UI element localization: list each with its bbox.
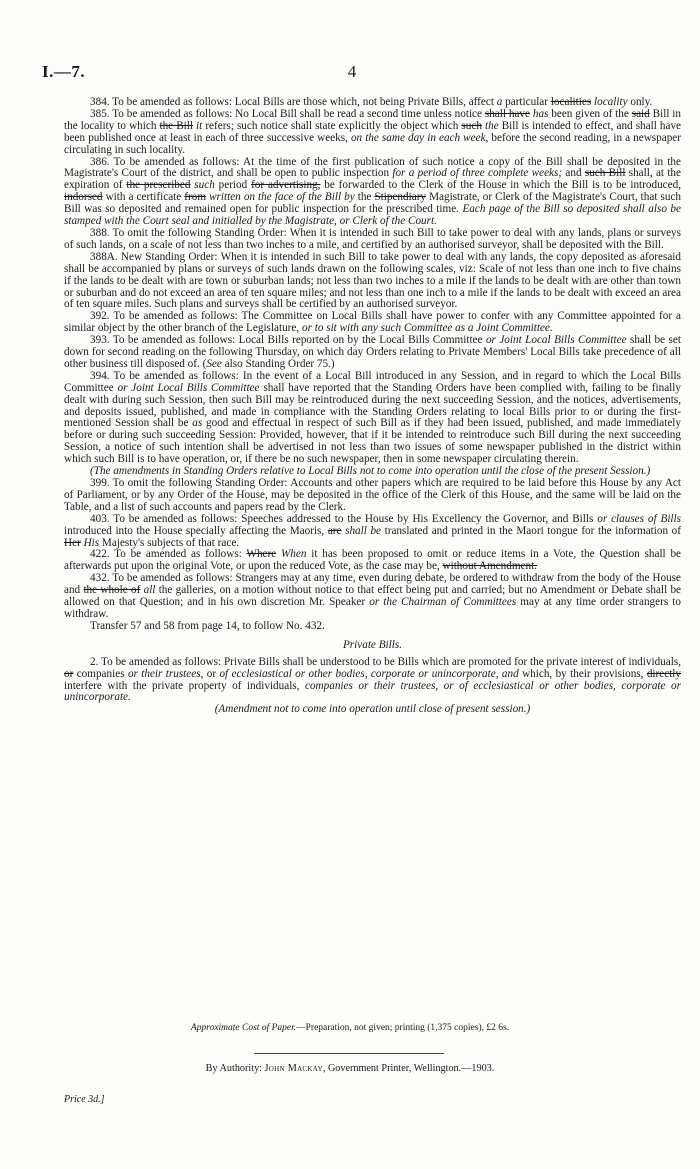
standing-order-paragraph — [64, 573, 681, 621]
text-run: (The amendments in Standing Orders relative to Local Bills not to come into operation until the close of the present Session.) — [90, 465, 651, 478]
standing-order-paragraph — [64, 478, 681, 514]
text-run: 394. To be amended as follows: In the event of a Local Bill introduced in any Session, and in regard to which the Local Bills Committee — [64, 369, 681, 394]
inserted-text: has — [532, 107, 549, 120]
text-run: 388A. New Standing Order: When it is intended in such Bill to take power to deal with any lands, the copy deposited as aforesaid shall be accompanied by plans or surveys of such lands drawn on the following scales, viz: Scale of not less than one inch to five chains if the lands to be dealt with are town or suburban lands; not less than two inches to a mile if the lands to be dealt with are other than town or suburban and do not exceed an area of ten square miles; and not less than one inch to a mile if the lands to be dealt with exceed an area of ten square miles. Such plans and surveys shall be certified by an authorised surveyor. — [64, 250, 681, 311]
inserted-text: written on the face of the Bill by — [209, 191, 355, 204]
standing-order-paragraph — [64, 657, 681, 705]
printing-cost-note — [0, 1023, 700, 1033]
text-run: 393. To be amended as follows: Local Bills reported on by the Local Bills Committee — [90, 334, 486, 347]
inserted-text: as — [192, 417, 203, 430]
text-run: Private Bills. — [342, 638, 403, 651]
inserted-text: the — [485, 119, 499, 132]
text-run: good and effectual in respect of such Bill as if they had been issued, published, and made immediately before or during such succeeding Session: Provided, however, that if it be intended to reintroduce such Bill during the next succeeding Session, a notice of such intention shall be advertised in not less than two issues of some newspaper published in the district within which such Bill is to have operation, or, if there be no such newspaper, then in some newspaper circulating therein. — [64, 417, 681, 466]
standing-order-paragraph — [64, 514, 681, 550]
struck-text: Her — [64, 536, 81, 549]
text-run: 432. To be amended as follows: Strangers may at any time, even during debate, be ordered to withdraw from the body of the House and — [64, 572, 681, 597]
inserted-text: of ecclesiastical or other bodies, corporate or unincorporate, — [219, 667, 499, 680]
page-header — [42, 62, 662, 82]
text-run: 388. To omit the following Standing Order: When it is intended in such Bill to take power to deal with any lands, plans or surveys of such lands, on a scale of not less than two inches to a mile, and certified by an authorised surveyor, shall be deposited with the Bill. — [64, 226, 681, 251]
section-heading — [64, 640, 681, 652]
inserted-text: shall be — [345, 524, 382, 537]
text-run: the galleries, on a motion without notice to that effect being put and carried; but no Amendment or Debate shall be allowed on that Question; and in his own discretion Mr. Speaker — [64, 584, 682, 609]
inserted-text: such — [194, 179, 215, 192]
standing-order-paragraph — [64, 157, 681, 228]
struck-text: directly — [646, 667, 681, 680]
text-run: Bill in the locality to which — [64, 107, 681, 132]
text-run: companies — [73, 667, 128, 680]
text-run: and — [562, 167, 585, 180]
price-label: Price 3d.] — [64, 1094, 105, 1105]
text-run: only. — [627, 96, 653, 108]
text-run: be forwarded to the Clerk of the House in which the Bill is to be introduced, — [320, 179, 681, 192]
text-run: 422. To be amended as follows: — [90, 548, 247, 561]
inserted-text: or to sit with any such Committee as a Joint Committee. — [301, 322, 553, 335]
amendment-note — [64, 704, 681, 716]
struck-text: for advertising, — [251, 179, 321, 192]
inserted-text: on the same day in each week, — [350, 131, 489, 144]
standing-order-paragraph — [64, 621, 681, 633]
struck-text: are — [327, 524, 342, 537]
page-number: 4 — [347, 62, 357, 81]
inserted-text: or Joint Local Bills Committee — [485, 334, 627, 347]
text-run: Magistrate, or Clerk of the Magistrate's Court, that such Bill was so deposited and remained open for public inspection for the prescribed time. — [64, 191, 682, 216]
struck-text: Where — [246, 548, 277, 561]
text-run: which, by their provisions, — [518, 667, 647, 680]
text-run: 399. To omit the following Standing Order: Accounts and other papers which are required to be laid before this House by any Act of Parliament, or by any Order of the House, may be deposited in the office of the Clerk of this House, and the same will be laid on the Table, and a list of such accounts and papers read by the Clerk. — [64, 477, 681, 513]
text-run: the — [354, 191, 375, 204]
inserted-text: companies or their trustees, or of ecclesiastical or other bodies, corporate or unincorporate. — [64, 679, 681, 704]
text-run: shall have reported that the Standing Orders have been complied with, failing to be finally dealt with during such Session, then such Bill may be reintroduced during the next succeeding Session, and the notices, advertisements, and deposits issued, published, and made in compliance with the Standing Orders relating to local Bills prior to or during the first-mentioned Session shall be — [64, 381, 681, 430]
text-run: shall, at the expiration of — [64, 167, 681, 192]
struck-text: the prescribed — [126, 179, 191, 192]
inserted-text: or clauses of Bills — [597, 512, 681, 525]
text-run: Bill is intended to effect, and shall have been published once at least in each of three successive weeks, — [64, 119, 682, 144]
inserted-text: Each page of the Bill so deposited shall also be stamped with the Court seal and initialled by the Magistrate, or Clerk of the Court. — [64, 203, 681, 228]
printer-name: John Mackay — [264, 1063, 323, 1074]
standing-order-paragraph — [64, 311, 681, 335]
standing-order-paragraph — [64, 371, 681, 466]
inserted-text: all — [143, 584, 156, 597]
text-run: 385. To be amended as follows: No Local Bill shall be read a second time unless notice — [90, 107, 485, 120]
cost-label: Approximate Cost of Paper. — [190, 1023, 297, 1033]
text-run: 384. To be amended as follows: Local Bills are those which, not being Private Bills, affect — [90, 96, 497, 108]
struck-text: the whole of — [83, 584, 141, 597]
text-run: 403. To be amended as follows: Speeches addressed to the House by His Excellency the Governor, and Bills — [90, 512, 598, 525]
inserted-text: it — [196, 119, 203, 132]
text-run: introduced into the House specially affecting the Maoris, — [64, 524, 328, 537]
struck-text: shall have — [484, 107, 530, 120]
struck-text: said — [631, 107, 650, 120]
inserted-text: a — [496, 96, 503, 108]
text-run: period — [214, 179, 252, 192]
inserted-text: for a period of three complete weeks; — [392, 167, 563, 180]
standing-order-paragraph — [64, 335, 681, 371]
struck-text: from — [184, 191, 207, 204]
inserted-text: locality — [594, 96, 628, 108]
standing-order-paragraph — [64, 549, 681, 573]
text-run: with a certificate — [102, 191, 185, 204]
authority-suffix: , Government Printer, Wellington.—1903. — [322, 1063, 495, 1074]
struck-text: localities — [550, 96, 592, 108]
inserted-text: or the Chairman of Committees — [369, 596, 517, 609]
paper-reference: I.—7. — [42, 62, 86, 81]
text-run: translated and printed in the Maori tongue for the information of — [381, 524, 681, 537]
inserted-text: His — [83, 536, 100, 549]
footer-divider — [254, 1053, 444, 1054]
inserted-text: or their trustees, — [127, 667, 204, 680]
struck-text: without Amendment. — [442, 560, 537, 573]
text-run: shall be set down for second reading on the following Thursday, on which day Orders relating to Private Members' Local Bills take precedence of all other business till disposed of. ( — [64, 334, 681, 370]
standing-order-paragraph — [64, 228, 681, 252]
cost-detail: —Preparation, not given; printing (1,375 copies), £2 6s. — [296, 1023, 510, 1033]
text-run: also Standing Order 75.) — [221, 357, 335, 370]
text-run: it has been proposed to omit or reduce items in a Vote, the Question shall be afterwards put upon the original Vote, or upon the reduced Vote, as the case may be, — [64, 548, 681, 573]
standing-order-paragraph — [64, 109, 681, 157]
text-run: Majesty's subjects of that race. — [99, 536, 240, 549]
text-run: been given of the — [548, 107, 632, 120]
inserted-text: and — [501, 667, 519, 680]
text-run: 386. To be amended as follows: At the time of the first publication of such notice a copy of the Bill shall be deposited in the Magistrate's Court of the district, and shall be open to public inspection — [64, 155, 681, 180]
inserted-text: When — [280, 548, 307, 561]
text-run: may at any time order strangers to withdraw. — [64, 596, 681, 620]
text-run: before the second reading, in a newspaper circulating in such locality. — [64, 131, 681, 156]
text-run: (Amendment not to come into operation until close of present session.) — [214, 703, 531, 716]
text-run: 2. To be amended as follows: Private Bills shall be understood to be Bills which are promoted for the private interest of individuals, — [90, 655, 681, 668]
inserted-text: See — [206, 357, 222, 370]
authority-prefix: By Authority: — [205, 1063, 265, 1074]
struck-text: Stipendiary — [374, 191, 427, 204]
text-run: interfere with the private property of individuals, — [64, 679, 305, 692]
text-run: particular — [502, 96, 551, 108]
struck-text: the Bill — [159, 119, 193, 132]
text-run: or — [203, 667, 220, 680]
printer-authority — [0, 1063, 700, 1074]
struck-text: or — [64, 667, 74, 680]
text-run: refers; such notice shall state explicitly the object which — [202, 119, 462, 132]
text-run: 392. To be amended as follows: The Committee on Local Bills shall have power to confer with any Committee appointed for a similar object by the other branch of the Legislature, — [64, 310, 681, 335]
text-run: Transfer 57 and 58 from page 14, to follow No. 432. — [90, 619, 325, 632]
document-body — [64, 97, 681, 716]
struck-text: such Bill — [584, 167, 626, 180]
struck-text: indorsed — [64, 191, 103, 204]
struck-text: such — [461, 119, 482, 132]
standing-order-paragraph — [64, 252, 681, 312]
inserted-text: or Joint Local Bills Committee — [117, 381, 260, 394]
